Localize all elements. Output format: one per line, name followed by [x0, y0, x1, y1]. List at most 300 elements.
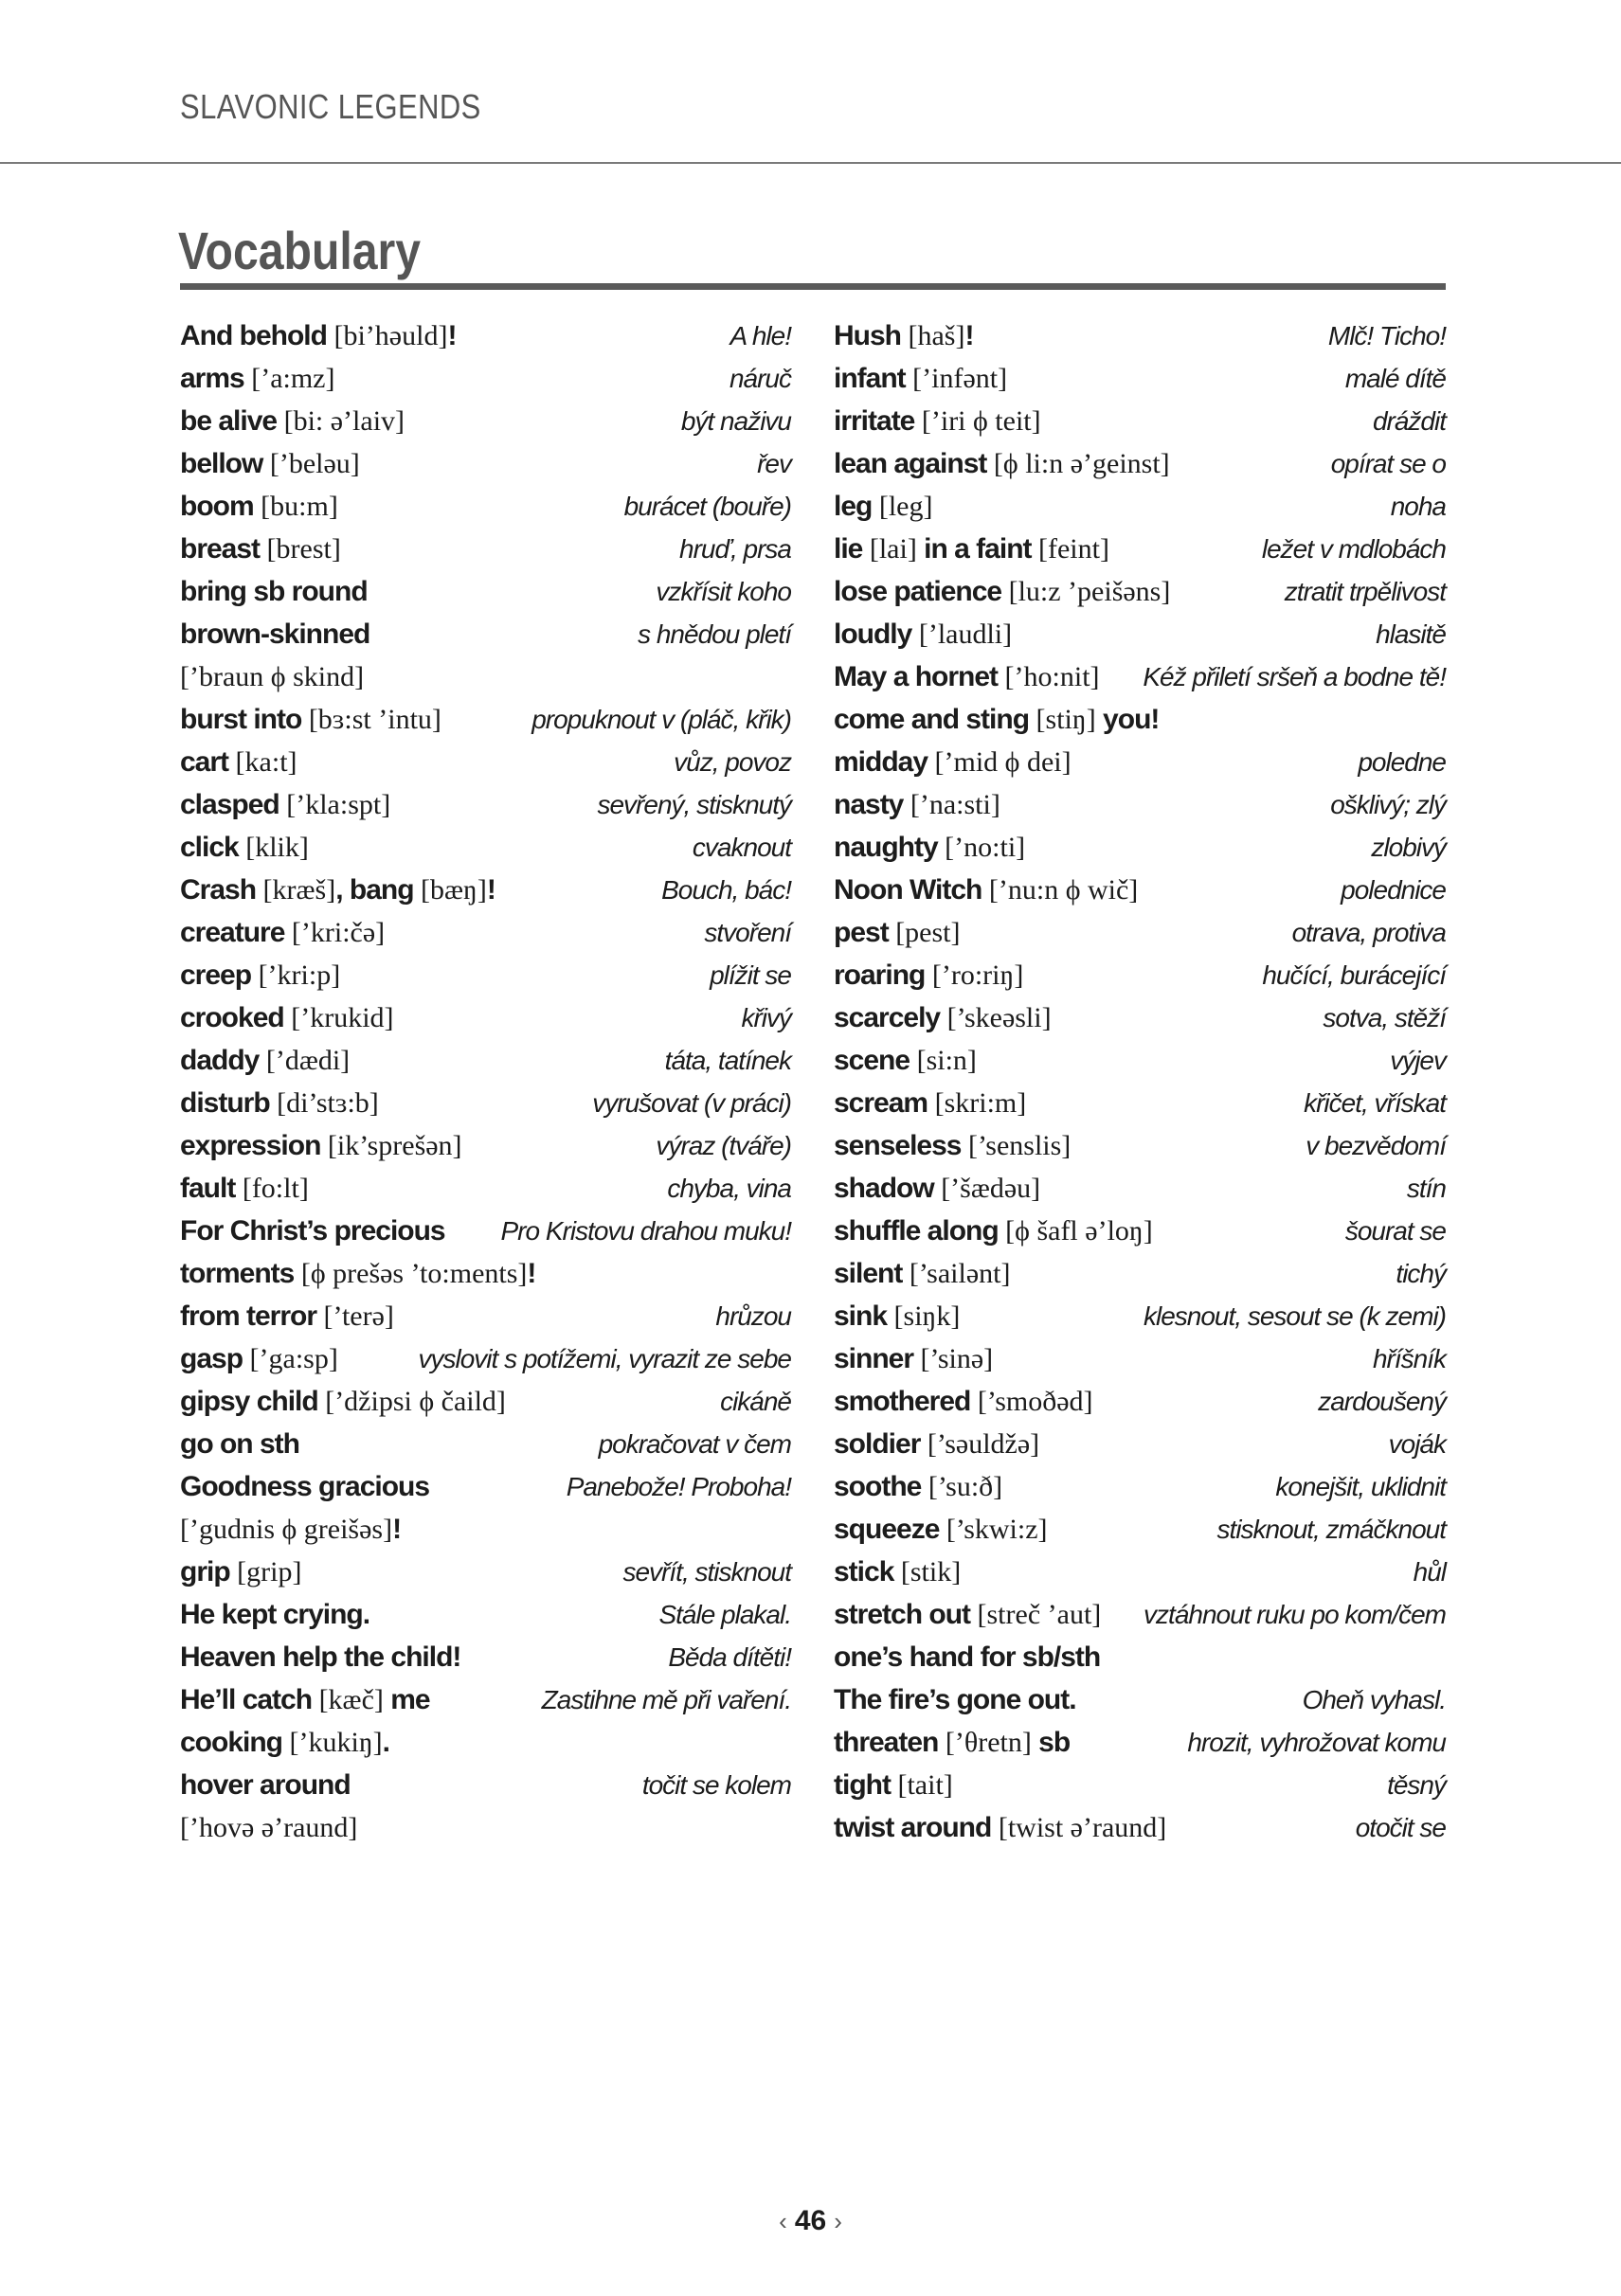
- vocab-entry: [834, 485, 1446, 528]
- english-term: [180, 869, 495, 911]
- pronunciation-text: [si:n]: [910, 1045, 977, 1076]
- pronunciation-text: [klik]: [238, 832, 309, 863]
- vocab-entry: [834, 1764, 1446, 1806]
- english-term: [834, 485, 933, 528]
- pronunciation-text: [’infənt]: [905, 363, 1008, 394]
- vocab-entry: [834, 528, 1446, 570]
- vocab-entry: [834, 1678, 1446, 1721]
- pronunciation-text: [’laudli]: [911, 619, 1013, 650]
- section-title: Vocabulary: [178, 221, 422, 280]
- english-term: [834, 741, 1072, 783]
- czech-translation: hlasitě: [1376, 619, 1446, 649]
- pronunciation-text: [streč ’aut]: [970, 1599, 1102, 1630]
- english-term: [834, 1210, 1153, 1252]
- headword-text: sb: [1031, 1727, 1071, 1758]
- headword-text: creep: [180, 960, 252, 991]
- pronunciation-text: [lai]: [862, 533, 917, 565]
- pronunciation-text: [ϕ li:n ə’geinst]: [986, 448, 1170, 479]
- headword-text: crooked: [180, 1002, 284, 1033]
- headword-text: lose patience: [834, 576, 1002, 607]
- vocab-entry: [834, 954, 1446, 996]
- english-term: [180, 1593, 369, 1636]
- czech-translation: v bezvědomí: [1306, 1131, 1446, 1160]
- english-term: [180, 1636, 460, 1678]
- english-term: [834, 1551, 961, 1593]
- czech-translation: Mlč! Ticho!: [1327, 321, 1446, 350]
- vocab-entry: [834, 1465, 1446, 1508]
- headword-text: midday: [834, 746, 928, 778]
- english-term: [180, 400, 405, 442]
- headword-text: Heaven help the child!: [180, 1641, 461, 1673]
- english-term: [180, 698, 441, 741]
- english-term: [180, 1423, 299, 1465]
- czech-translation: otrava, protiva: [1291, 918, 1446, 947]
- headword-text: !: [392, 1514, 402, 1545]
- vocab-entry: [834, 826, 1446, 869]
- vocabulary-column-left: [180, 314, 791, 1849]
- english-term: [180, 1124, 462, 1167]
- pronunciation-text: [’ro:riŋ]: [925, 960, 1024, 991]
- english-term: [834, 1380, 1093, 1423]
- vocab-entry: [180, 1508, 791, 1551]
- headword-text: For Christ’s precious: [180, 1215, 445, 1247]
- czech-translation: opírat se o: [1330, 449, 1446, 478]
- czech-translation: zlobivý: [1371, 833, 1446, 862]
- czech-translation: klesnout, sesout se (k zemi): [1143, 1301, 1446, 1331]
- vocab-entry: [180, 1337, 791, 1380]
- headword-text: scene: [834, 1045, 910, 1076]
- pronunciation-text: [’su:ð]: [921, 1471, 1003, 1502]
- headword-text: gipsy child: [180, 1386, 318, 1417]
- vocab-entry: [834, 1337, 1446, 1380]
- english-term: [834, 1039, 977, 1082]
- czech-translation: Oheň vyhasl.: [1302, 1685, 1446, 1714]
- english-term: [180, 442, 360, 485]
- pronunciation-text: [’hovə ə’raund]: [180, 1812, 358, 1843]
- english-term: [180, 1806, 357, 1849]
- pronunciation-text: [bɜ:st ’intu]: [301, 704, 441, 735]
- vocab-entry: [180, 869, 791, 911]
- headword-text: roaring: [834, 960, 926, 991]
- vocab-entry: [834, 698, 1446, 741]
- headword-text: naughty: [834, 832, 938, 863]
- vocab-entry: [180, 314, 791, 357]
- headword-text: clasped: [180, 789, 279, 820]
- czech-translation: být naživu: [680, 406, 791, 436]
- headword-text: infant: [834, 363, 906, 394]
- english-term: [834, 357, 1007, 400]
- pronunciation-text: [siŋk]: [887, 1300, 961, 1332]
- czech-translation: hučící, burácející: [1262, 960, 1446, 990]
- pronunciation-text: [’dædi]: [259, 1045, 351, 1076]
- english-term: [180, 1039, 350, 1082]
- headword-text: be alive: [180, 405, 278, 437]
- page-prev-mark: ‹: [779, 2207, 787, 2235]
- headword-text: shuffle along: [834, 1215, 999, 1247]
- english-term: [834, 1423, 1039, 1465]
- czech-translation: hrozit, vyhrožovat komu: [1187, 1728, 1446, 1757]
- czech-translation: stín: [1406, 1174, 1446, 1203]
- pronunciation-text: [bu:m]: [253, 491, 338, 522]
- english-term: [834, 1252, 1011, 1295]
- pronunciation-text: [’braun ϕ skind]: [180, 661, 365, 692]
- vocab-entry: [180, 1721, 791, 1764]
- headword-text: click: [180, 832, 239, 863]
- czech-translation: stvoření: [704, 918, 791, 947]
- english-term: [834, 1721, 1070, 1764]
- pronunciation-text: [ϕ prešəs ’to:ments]: [294, 1258, 528, 1289]
- headword-text: disturb: [180, 1087, 270, 1119]
- czech-translation: A hle!: [729, 321, 791, 350]
- vocab-entry: [180, 1764, 791, 1806]
- headword-text: come and sting: [834, 704, 1030, 735]
- vocab-entry: [180, 1039, 791, 1082]
- czech-translation: vyrušovat (v práci): [592, 1088, 791, 1118]
- vocab-entry: [180, 1593, 791, 1636]
- pronunciation-text: [’kukiŋ]: [282, 1727, 383, 1758]
- english-term: [180, 570, 368, 613]
- pronunciation-text: [tait]: [890, 1769, 953, 1801]
- vocab-entry: [834, 655, 1446, 698]
- pronunciation-text: [twist ə’raund]: [991, 1812, 1167, 1843]
- pronunciation-text: [kræš]: [256, 874, 336, 906]
- headword-text: brown-skinned: [180, 619, 370, 650]
- vocab-entry: [834, 1508, 1446, 1551]
- headword-text: .: [382, 1727, 390, 1758]
- english-term: [180, 1551, 301, 1593]
- english-term: [180, 485, 338, 528]
- vocab-entry: [180, 1082, 791, 1124]
- headword-text: in a faint: [916, 533, 1032, 565]
- vocab-entry: [834, 1551, 1446, 1593]
- czech-translation: hříšník: [1372, 1344, 1446, 1373]
- vocab-entry: [180, 1678, 791, 1721]
- english-term: [180, 528, 341, 570]
- vocab-entry: [180, 1551, 791, 1593]
- english-term: [180, 911, 385, 954]
- headword-text: leg: [834, 491, 873, 522]
- pronunciation-text: [bi: ə’laiv]: [277, 405, 405, 437]
- vocab-entry: [834, 442, 1446, 485]
- vocab-entry: [834, 314, 1446, 357]
- pronunciation-text: [’šædəu]: [933, 1173, 1041, 1204]
- headword-text: twist around: [834, 1812, 992, 1843]
- vocab-entry: [834, 613, 1446, 655]
- english-term: [834, 1636, 1100, 1678]
- czech-translation: stisknout, zmáčknout: [1216, 1515, 1446, 1544]
- czech-translation: Běda dítěti!: [668, 1642, 791, 1672]
- vocab-entry: [834, 1252, 1446, 1295]
- english-term: [834, 1082, 1026, 1124]
- english-term: [834, 655, 1100, 698]
- czech-translation: zardoušený: [1318, 1387, 1446, 1416]
- vocab-entry: [180, 528, 791, 570]
- headword-text: scream: [834, 1087, 928, 1119]
- headword-text: silent: [834, 1258, 903, 1289]
- czech-translation: Panebože! Proboha!: [566, 1472, 791, 1501]
- english-term: [834, 954, 1023, 996]
- headword-text: one’s hand for sb/sth: [834, 1641, 1101, 1673]
- headword-text: burst into: [180, 704, 302, 735]
- pronunciation-text: [fo:lt]: [235, 1173, 309, 1204]
- english-term: [180, 783, 390, 826]
- english-term: [834, 442, 1170, 485]
- english-term: [180, 1167, 309, 1210]
- english-term: [834, 1465, 1002, 1508]
- headword-text: me: [383, 1684, 430, 1715]
- english-term: [180, 954, 340, 996]
- title-underline: [180, 283, 1446, 290]
- headword-text: from terror: [180, 1300, 317, 1332]
- headword-text: you!: [1095, 704, 1160, 735]
- vocab-entry: [180, 1636, 791, 1678]
- czech-translation: voják: [1388, 1429, 1446, 1459]
- pronunciation-text: [’krukid]: [283, 1002, 394, 1033]
- pronunciation-text: [’džipsi ϕ čaild]: [317, 1386, 506, 1417]
- headword-text: expression: [180, 1130, 321, 1161]
- vocab-entry: [180, 698, 791, 741]
- czech-translation: tichý: [1396, 1259, 1446, 1288]
- czech-translation: hrůzou: [715, 1301, 791, 1331]
- czech-translation: výraz (tváře): [656, 1131, 791, 1160]
- headword-text: scarcely: [834, 1002, 941, 1033]
- pronunciation-text: [ik’sprešən]: [320, 1130, 462, 1161]
- vocab-entry: [180, 570, 791, 613]
- pronunciation-text: [bi’həuld]: [326, 320, 448, 351]
- czech-translation: ztratit trpělivost: [1284, 577, 1446, 606]
- english-term: [834, 1593, 1101, 1636]
- english-term: [834, 1806, 1166, 1849]
- english-term: [834, 613, 1012, 655]
- czech-translation: Bouch, bác!: [661, 875, 791, 905]
- vocab-entry: [180, 1210, 791, 1252]
- pronunciation-text: [’beləu]: [262, 448, 360, 479]
- vocab-entry: [834, 1039, 1446, 1082]
- czech-translation: Pro Kristovu drahou muku!: [500, 1216, 791, 1246]
- headword-text: stretch out: [834, 1599, 971, 1630]
- headword-text: gasp: [180, 1343, 243, 1374]
- running-title: SLAVONIC LEGENDS: [180, 87, 481, 126]
- page-number-value: 46: [794, 2205, 827, 2236]
- czech-translation: těsný: [1387, 1770, 1446, 1800]
- english-term: [180, 1508, 401, 1551]
- vocab-entry: [834, 869, 1446, 911]
- headword-text: fault: [180, 1173, 236, 1204]
- pronunciation-text: [’skwi:z]: [939, 1514, 1048, 1545]
- pronunciation-text: [’no:ti]: [937, 832, 1026, 863]
- pronunciation-text: [ka:t]: [228, 746, 297, 778]
- english-term: [180, 1252, 535, 1295]
- vocab-entry: [180, 442, 791, 485]
- vocab-entry: [180, 826, 791, 869]
- english-term: [834, 1337, 993, 1380]
- headword-text: !: [447, 320, 457, 351]
- english-term: [834, 570, 1170, 613]
- headword-text: loudly: [834, 619, 912, 650]
- english-term: [834, 826, 1025, 869]
- czech-translation: vzkřísit koho: [656, 577, 791, 606]
- czech-translation: sevřít, stisknout: [622, 1557, 791, 1587]
- pronunciation-text: [’kla:spt]: [279, 789, 391, 820]
- czech-translation: vztáhnout ruku po kom/čem: [1144, 1600, 1446, 1629]
- vocab-entry: [834, 357, 1446, 400]
- czech-translation: noha: [1390, 492, 1446, 521]
- vocab-entry: [180, 1465, 791, 1508]
- pronunciation-text: [ϕ šafl ə’loŋ]: [998, 1215, 1153, 1247]
- czech-translation: chyba, vina: [667, 1174, 791, 1203]
- vocab-entry: [180, 996, 791, 1039]
- pronunciation-text: [’gudnis ϕ greišəs]: [180, 1514, 393, 1545]
- czech-translation: Zastihne mě při vaření.: [541, 1685, 791, 1714]
- headword-text: threaten: [834, 1727, 939, 1758]
- vocab-entry: [180, 1167, 791, 1210]
- headword-text: !: [964, 320, 974, 351]
- headword-text: May a hornet: [834, 661, 999, 692]
- vocab-entry: [180, 400, 791, 442]
- vocab-entry: [180, 741, 791, 783]
- pronunciation-text: [’nu:n ϕ wič]: [982, 874, 1139, 906]
- english-term: [834, 911, 961, 954]
- english-term: [834, 400, 1041, 442]
- czech-translation: cikáně: [720, 1387, 791, 1416]
- headword-text: lean against: [834, 448, 987, 479]
- vocab-entry: [180, 1380, 791, 1423]
- headword-text: !: [486, 874, 495, 906]
- english-term: [180, 1337, 338, 1380]
- czech-translation: ležet v mdlobách: [1261, 534, 1446, 564]
- czech-translation: vyslovit s potížemi, vyrazit ze sebe: [418, 1344, 791, 1373]
- english-term: [180, 1465, 429, 1508]
- vocab-entry: [180, 655, 791, 698]
- vocab-entry: [180, 357, 791, 400]
- headword-text: cart: [180, 746, 229, 778]
- pronunciation-text: [’na:sti]: [903, 789, 1000, 820]
- vocab-entry: [834, 1721, 1446, 1764]
- czech-translation: Kéž přiletí sršeň a bodne tě!: [1143, 662, 1446, 691]
- english-term: [180, 1082, 379, 1124]
- headword-text: tight: [834, 1769, 891, 1801]
- pronunciation-text: [’smoðəd]: [970, 1386, 1093, 1417]
- pronunciation-text: [’səuldžə]: [920, 1428, 1040, 1460]
- czech-translation: řev: [757, 449, 791, 478]
- headword-text: grip: [180, 1556, 230, 1587]
- czech-translation: otočit se: [1355, 1813, 1446, 1842]
- pronunciation-text: [bæŋ]: [413, 874, 487, 906]
- english-term: [834, 996, 1052, 1039]
- czech-translation: výjev: [1390, 1046, 1446, 1075]
- headword-text: lie: [834, 533, 863, 565]
- vocab-entry: [834, 1636, 1446, 1678]
- czech-translation: hůl: [1413, 1557, 1446, 1587]
- english-term: [834, 783, 1000, 826]
- english-term: [834, 528, 1109, 570]
- headword-text: nasty: [834, 789, 904, 820]
- header-divider: [0, 162, 1621, 164]
- vocab-entry: [834, 1295, 1446, 1337]
- headword-text: The fire’s gone out.: [834, 1684, 1076, 1715]
- czech-translation: propuknout v (pláč, křik): [531, 705, 791, 734]
- vocab-entry: [180, 1806, 791, 1849]
- vocab-entry: [834, 996, 1446, 1039]
- headword-text: He’ll catch: [180, 1684, 313, 1715]
- pronunciation-text: [’iri ϕ teit]: [914, 405, 1041, 437]
- page-next-mark: ›: [834, 2207, 842, 2235]
- vocab-entry: [180, 954, 791, 996]
- headword-text: arms: [180, 363, 244, 394]
- vocab-entry: [834, 1806, 1446, 1849]
- headword-text: boom: [180, 491, 254, 522]
- vocab-entry: [834, 911, 1446, 954]
- headword-text: cooking: [180, 1727, 283, 1758]
- czech-translation: poledne: [1358, 747, 1446, 777]
- english-term: [180, 826, 309, 869]
- pronunciation-text: [stiŋ]: [1029, 704, 1096, 735]
- english-term: [180, 1764, 351, 1806]
- headword-text: pest: [834, 917, 889, 948]
- headword-text: irritate: [834, 405, 915, 437]
- pronunciation-text: [kæč]: [312, 1684, 384, 1715]
- pronunciation-text: [stik]: [893, 1556, 962, 1587]
- english-term: [834, 314, 973, 357]
- headword-text: bring sb round: [180, 576, 368, 607]
- headword-text: hover around: [180, 1769, 351, 1801]
- czech-translation: konejšit, uklidnit: [1275, 1472, 1446, 1501]
- czech-translation: táta, tatínek: [664, 1046, 791, 1075]
- czech-translation: náruč: [729, 364, 791, 393]
- pronunciation-text: [’θretn]: [938, 1727, 1032, 1758]
- headword-text: sink: [834, 1300, 888, 1332]
- vocab-entry: [834, 1124, 1446, 1167]
- pronunciation-text: [feint]: [1031, 533, 1109, 565]
- headword-text: !: [527, 1258, 536, 1289]
- pronunciation-text: [grip]: [229, 1556, 302, 1587]
- vocab-entry: [180, 613, 791, 655]
- english-term: [834, 1678, 1076, 1721]
- vocab-entry: [834, 400, 1446, 442]
- english-term: [834, 1295, 960, 1337]
- headword-text: , bang: [335, 874, 414, 906]
- vocab-entry: [834, 1082, 1446, 1124]
- vocab-entry: [180, 1295, 791, 1337]
- pronunciation-text: [’mid ϕ dei]: [928, 746, 1072, 778]
- headword-text: smothered: [834, 1386, 971, 1417]
- page-number: [0, 2205, 1621, 2237]
- headword-text: Goodness gracious: [180, 1471, 430, 1502]
- pronunciation-text: [’sailənt]: [902, 1258, 1011, 1289]
- czech-translation: dráždit: [1372, 406, 1446, 436]
- czech-translation: sotva, stěží: [1323, 1003, 1446, 1032]
- pronunciation-text: [’skeəsli]: [940, 1002, 1052, 1033]
- vocab-entry: [834, 1210, 1446, 1252]
- english-term: [180, 1210, 445, 1252]
- pronunciation-text: [’senslis]: [961, 1130, 1072, 1161]
- headword-text: And behold: [180, 320, 327, 351]
- vocab-entry: [834, 1423, 1446, 1465]
- vocab-entry: [180, 783, 791, 826]
- czech-translation: křivý: [741, 1003, 791, 1032]
- pronunciation-text: [’ho:nit]: [998, 661, 1100, 692]
- english-term: [180, 996, 394, 1039]
- english-term: [834, 698, 1159, 741]
- english-term: [180, 1380, 506, 1423]
- headword-text: go on sth: [180, 1428, 299, 1460]
- pronunciation-text: [’a:mz]: [243, 363, 335, 394]
- english-term: [180, 655, 364, 698]
- headword-text: bellow: [180, 448, 263, 479]
- czech-translation: pokračovat v čem: [598, 1429, 791, 1459]
- pronunciation-text: [’sinə]: [913, 1343, 994, 1374]
- czech-translation: hruď, prsa: [679, 534, 791, 564]
